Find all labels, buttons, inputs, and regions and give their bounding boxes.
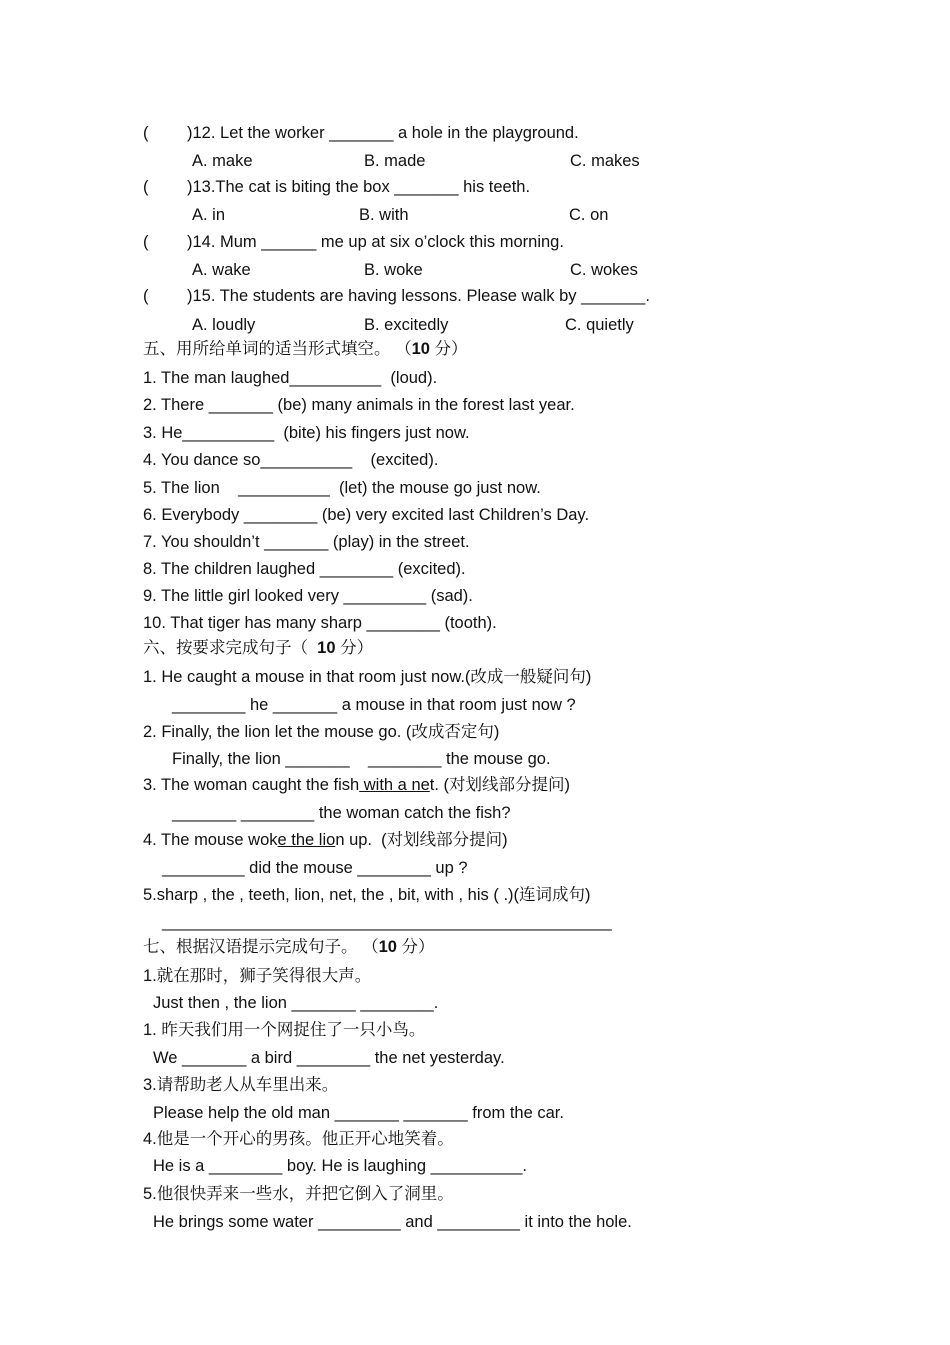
answer-paren: ( [143,287,149,305]
answer-paren: ( [143,178,149,196]
fill-item: 6. Everybody ________ (be) very excited last Children’s Day. [143,506,590,524]
option-a: A. make [192,152,253,170]
option-a: A. loudly [192,316,256,334]
translation-answer: He is a ________ boy. He is laughing __________. [153,1157,527,1175]
translation-prompt: 4.他是一个开心的男孩。他正开心地笑着。 [143,1130,454,1148]
option-b: B. with [359,206,409,224]
rewrite-question-4: 4. The mouse woke the lion up. (对划线部分提问) [143,831,508,849]
answer-paren: ( [143,233,149,251]
fill-item: 8. The children laughed ________ (excited). [143,560,466,578]
rewrite-question-3: 3. The woman caught the fish with a net. (对划线部分提问) [143,776,571,794]
option-b: B. made [364,152,426,170]
question-stem: )12. Let the worker _______ a hole in the playground. [187,124,579,142]
translation-prompt: 3.请帮助老人从车里出来。 [143,1076,339,1094]
option-c: C. makes [570,152,640,170]
fill-item: 1. The man laughed__________ (loud). [143,369,438,387]
section-5-title: 五、用所给单词的适当形式填空。 （10 分） [143,340,468,358]
option-a: A. in [192,206,226,224]
rewrite-question-1: 1. He caught a mouse in that room just now.(改成一般疑问句) [143,668,592,686]
translation-answer: He brings some water _________ and _________ it into the hole. [153,1213,632,1231]
answer-paren: ( [143,124,149,142]
option-c: C. wokes [570,261,638,279]
fill-item: 5. The lion __________ (let) the mouse go just now. [143,479,541,497]
option-b: B. excitedly [364,316,449,334]
fill-item: 7. You shouldn’t _______ (play) in the street. [143,533,470,551]
rewrite-answer-4: _________ did the mouse ________ up ? [162,859,468,877]
rewrite-question-5: 5.sharp , the , teeth, lion, net, the , bit, with , his ( .)(连词成句) [143,886,591,904]
translation-prompt: 1. 昨天我们用一个网捉住了一只小鸟。 [143,1021,426,1039]
question-stem: )13.The cat is biting the box _______ his teeth. [187,178,531,196]
fill-item: 9. The little girl looked very _________ (sad). [143,587,473,605]
section-6-title: 六、按要求完成句子（ 10 分） [143,639,374,657]
fill-item: 3. He__________ (bite) his fingers just now. [143,424,470,442]
question-stem: )14. Mum ______ me up at six o’clock this morning. [187,233,564,251]
section-7-title: 七、根据汉语提示完成句子。 （10 分） [143,938,435,956]
option-c: C. quietly [565,316,634,334]
underlined-phrase: e the lio [277,831,336,849]
option-b: B. woke [364,261,423,279]
underlined-phrase: with a ne [359,776,430,794]
fill-item: 10. That tiger has many sharp ________ (tooth). [143,614,497,632]
rewrite-answer-1: ________ he _______ a mouse in that room just now ? [172,696,576,714]
rewrite-answer-3: _______ ________ the woman catch the fish? [172,804,511,822]
fill-item: 4. You dance so__________ (excited). [143,451,439,469]
translation-answer: We _______ a bird ________ the net yesterday. [153,1049,505,1067]
fill-item: 2. There _______ (be) many animals in the forest last year. [143,396,575,414]
rewrite-question-2: 2. Finally, the lion let the mouse go. (改成否定句) [143,723,500,741]
option-c: C. on [569,206,609,224]
rewrite-answer-2: Finally, the lion _______ ________ the mouse go. [172,750,551,768]
rewrite-answer-5: _________________________________________________ [162,913,612,931]
translation-prompt: 1.就在那时，狮子笑得很大声。 [143,967,372,985]
option-a: A. wake [192,261,251,279]
translation-prompt: 5.他很快弄来一些水，并把它倒入了洞里。 [143,1185,454,1203]
translation-answer: Just then , the lion _______ ________. [153,994,439,1012]
question-stem: )15. The students are having lessons. Please walk by _______. [187,287,650,305]
translation-answer: Please help the old man _______ _______ from the car. [153,1104,564,1122]
